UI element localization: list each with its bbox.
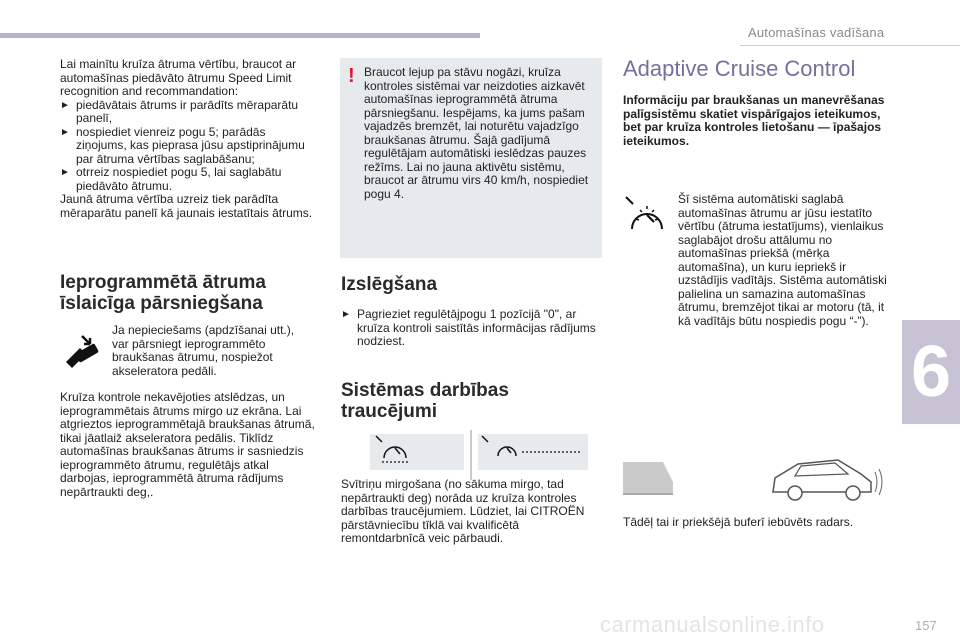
paragraph: Tādēļ tai ir priekšējā buferī iebūvēts radars. xyxy=(623,515,854,529)
paragraph: Kruīza kontrole nekavējoties atslēdzas, un ieprogrammētais ātrums mirgo uz ekrāna. Lai atgrieztos ieprogrammētajā braukšanas ātrumā, tikai jāatlaiž akseleratora pedālis. Tiklīdz automašīnas braukšanas ātrums ir sasniedzis ieprogrammēto ātrumu, regulētājs atkal darbojas, ieprogrammētā ātruma rādījums nepārtraukti deg,. xyxy=(60,390,315,499)
header-bar xyxy=(0,33,480,38)
paragraph: Svītriņu mirgošana (no sākuma mirgo, tad nepārtraukti deg) norāda uz kruīza kontroles darbības traucējumiem. Lūdziet, lai CITROËN pārstāvniecību tīklā vai kvalificētā remontdarbnīcā veic pārbaudi. xyxy=(341,477,585,545)
radar-car-illustration xyxy=(623,452,885,502)
fault-display-1 xyxy=(370,434,464,470)
list-item: ► Pagrieziet regulētājpogu 1 pozīcijā "0", ar kruīza kontroli saistītās informācijas rādījums nodziest. xyxy=(341,307,596,348)
fault-display-2 xyxy=(478,434,588,470)
chapter-divider xyxy=(740,45,960,46)
chapter-number-tab: 6 xyxy=(902,320,960,424)
column-1 xyxy=(60,58,315,220)
divider xyxy=(470,430,472,480)
pedal-press-icon xyxy=(60,328,104,372)
list-item: ► piedāvātais ātrums ir parādīts mēraparātu panelī, xyxy=(60,97,299,125)
section-title: Adaptive Cruise Control xyxy=(623,56,856,81)
icon-description: Šī sistēma automātiski saglabā automašīnas ātrumu ar jūsu iestatīto vērtību (ātruma iestatījums), vienlaikus saglabājot drošu attālumu no automašīnas priekšā (mērķa automašīna), un kuru iepriekš ir uzstādījis vadītājs. Sistēma automātiski palielina un samazina automašīnas ātrumu, bremzējot tikai ar motoru (tā, it kā vadītājs būtu nospiedis pogu “-”). xyxy=(678,192,887,328)
watermark-url: carmanualsonline.info xyxy=(600,612,825,637)
warning-text: Braucot lejup pa stāvu nogāzi, kruīza kontroles sistēmai var neizdoties aizkavēt automašīnas ieprogrammētā ātruma pārsniegšanu. Iespējams, ka jums pašam vajadzēs bremzēt, lai noturētu vajadzīgo braukšanas ātrumu. Šajā gadījumā regulētājam automātiski ieslēdzas pauzes režīms. Lai no jauna aktivētu sistēmu, braucot ar ātrumu virs 40 km/h, nospiediet pogu 4. xyxy=(364,65,589,201)
warning-icon: ! xyxy=(348,65,355,87)
speedometer-icon xyxy=(622,195,668,235)
section-heading: Izslēgšana xyxy=(341,274,438,295)
section-heading: Ieprogrammētā ātruma īslaicīga pārsniegšana xyxy=(60,272,266,314)
section-heading: Sistēmas darbības traucējumi xyxy=(341,380,509,422)
chapter-title: Automašīnas vadīšana xyxy=(748,25,885,40)
icon-description: Ja nepieciešams (apdzīšanai utt.), var pārsniegt ieprogrammēto braukšanas ātrumu, nospiežot akseleratora pedāli. xyxy=(112,323,295,378)
paragraph: Jaunā ātruma vērtība uzreiz tiek parādīta mēraparātu panelī kā jaunais iestatītais ātrums. xyxy=(60,192,313,220)
list-item: ► nospiediet vienreiz pogu 5; parādās ziņojums, kas pieprasa jūsu apstiprinājumu par ātruma vērtības saglabāšanu; xyxy=(60,124,305,166)
list-item: ► otrreiz nospiediet pogu 5, lai saglabātu piedāvāto ātrumu. xyxy=(60,165,282,193)
paragraph: Lai mainītu kruīza ātruma vērtību, braucot ar automašīnas piedāvāto ātrumu Speed Limit recognition and recommandation: xyxy=(60,57,297,98)
paragraph: Informāciju par braukšanas un manevrēšanas palīgsistēmu skatiet vispārīgajos ieteikumos, bet par kruīza kontroles lietošanu — īpašajos ieteikumos. xyxy=(623,93,885,148)
page-number: 157 xyxy=(915,618,937,633)
